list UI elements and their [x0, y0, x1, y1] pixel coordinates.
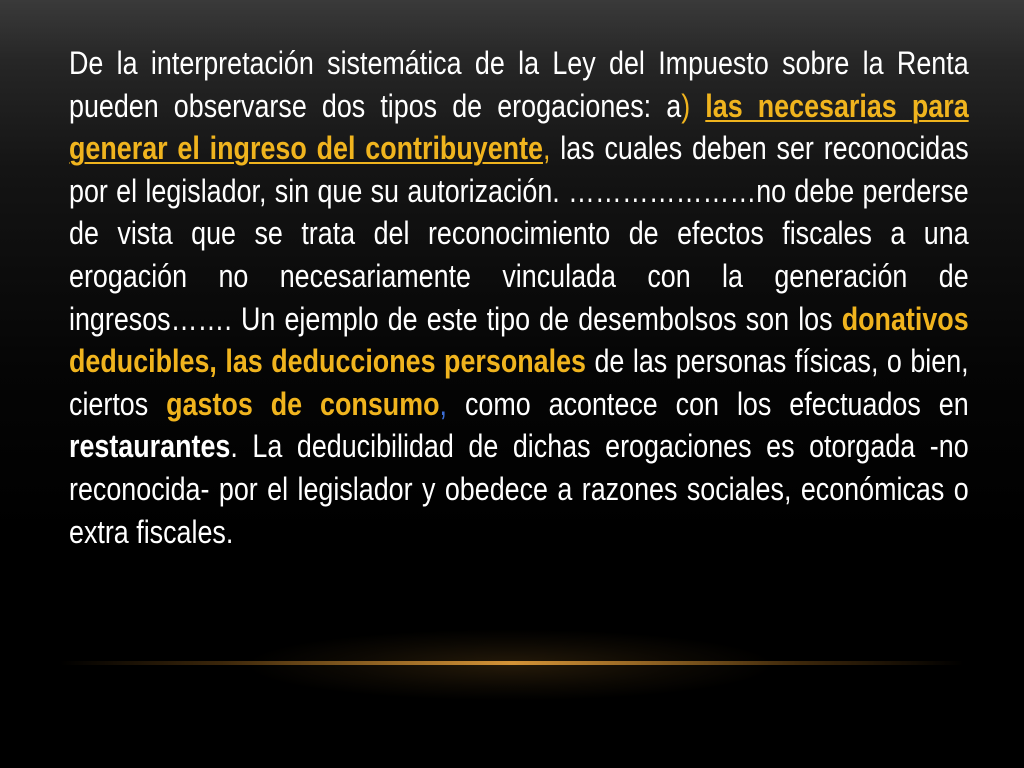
highlight-donativos: donativos deducibles, las deducciones personales: [69, 300, 969, 380]
slide-body-text: [69, 42, 969, 553]
text-run-closing: . La deducibilidad de dichas erogaciones es otorgada -no reconocida- por el legislador y obedece a razones sociales, económicas o extra fiscales.: [69, 428, 969, 550]
paren-highlight: ): [681, 87, 691, 124]
text-run-body: las cuales deben ser reconocidas por el legislador, sin que su autorización. …………………no debe perderse de vista que se trata del reconocimiento de efectos fiscales a una erogación no necesariamente vinculada con la generación de ingresos……. Un ejemplo de este tipo de desembolsos son los: [69, 130, 969, 337]
text-run-intro: De la interpretación sistemática de la Ley del Impuesto sobre la Renta pueden observarse dos tipos de erogaciones: a: [69, 45, 969, 124]
text-run-acontece: como acontece con los efectuados en: [446, 385, 969, 422]
highlight-necesarias: las necesarias para generar el ingreso del contribuyente: [69, 87, 969, 167]
text-run-personas: de las personas físicas, o bien, ciertos: [69, 343, 969, 422]
bold-restaurantes: restaurantes: [69, 428, 231, 465]
accent-glow: [250, 630, 770, 700]
text-space: [690, 88, 705, 124]
comma-highlight: ,: [542, 130, 551, 167]
highlight-gastos-consumo: gastos de consumo: [166, 385, 440, 422]
accent-divider-line: [60, 661, 964, 665]
comma-blue: ,: [439, 385, 447, 422]
paragraph: [69, 42, 969, 553]
